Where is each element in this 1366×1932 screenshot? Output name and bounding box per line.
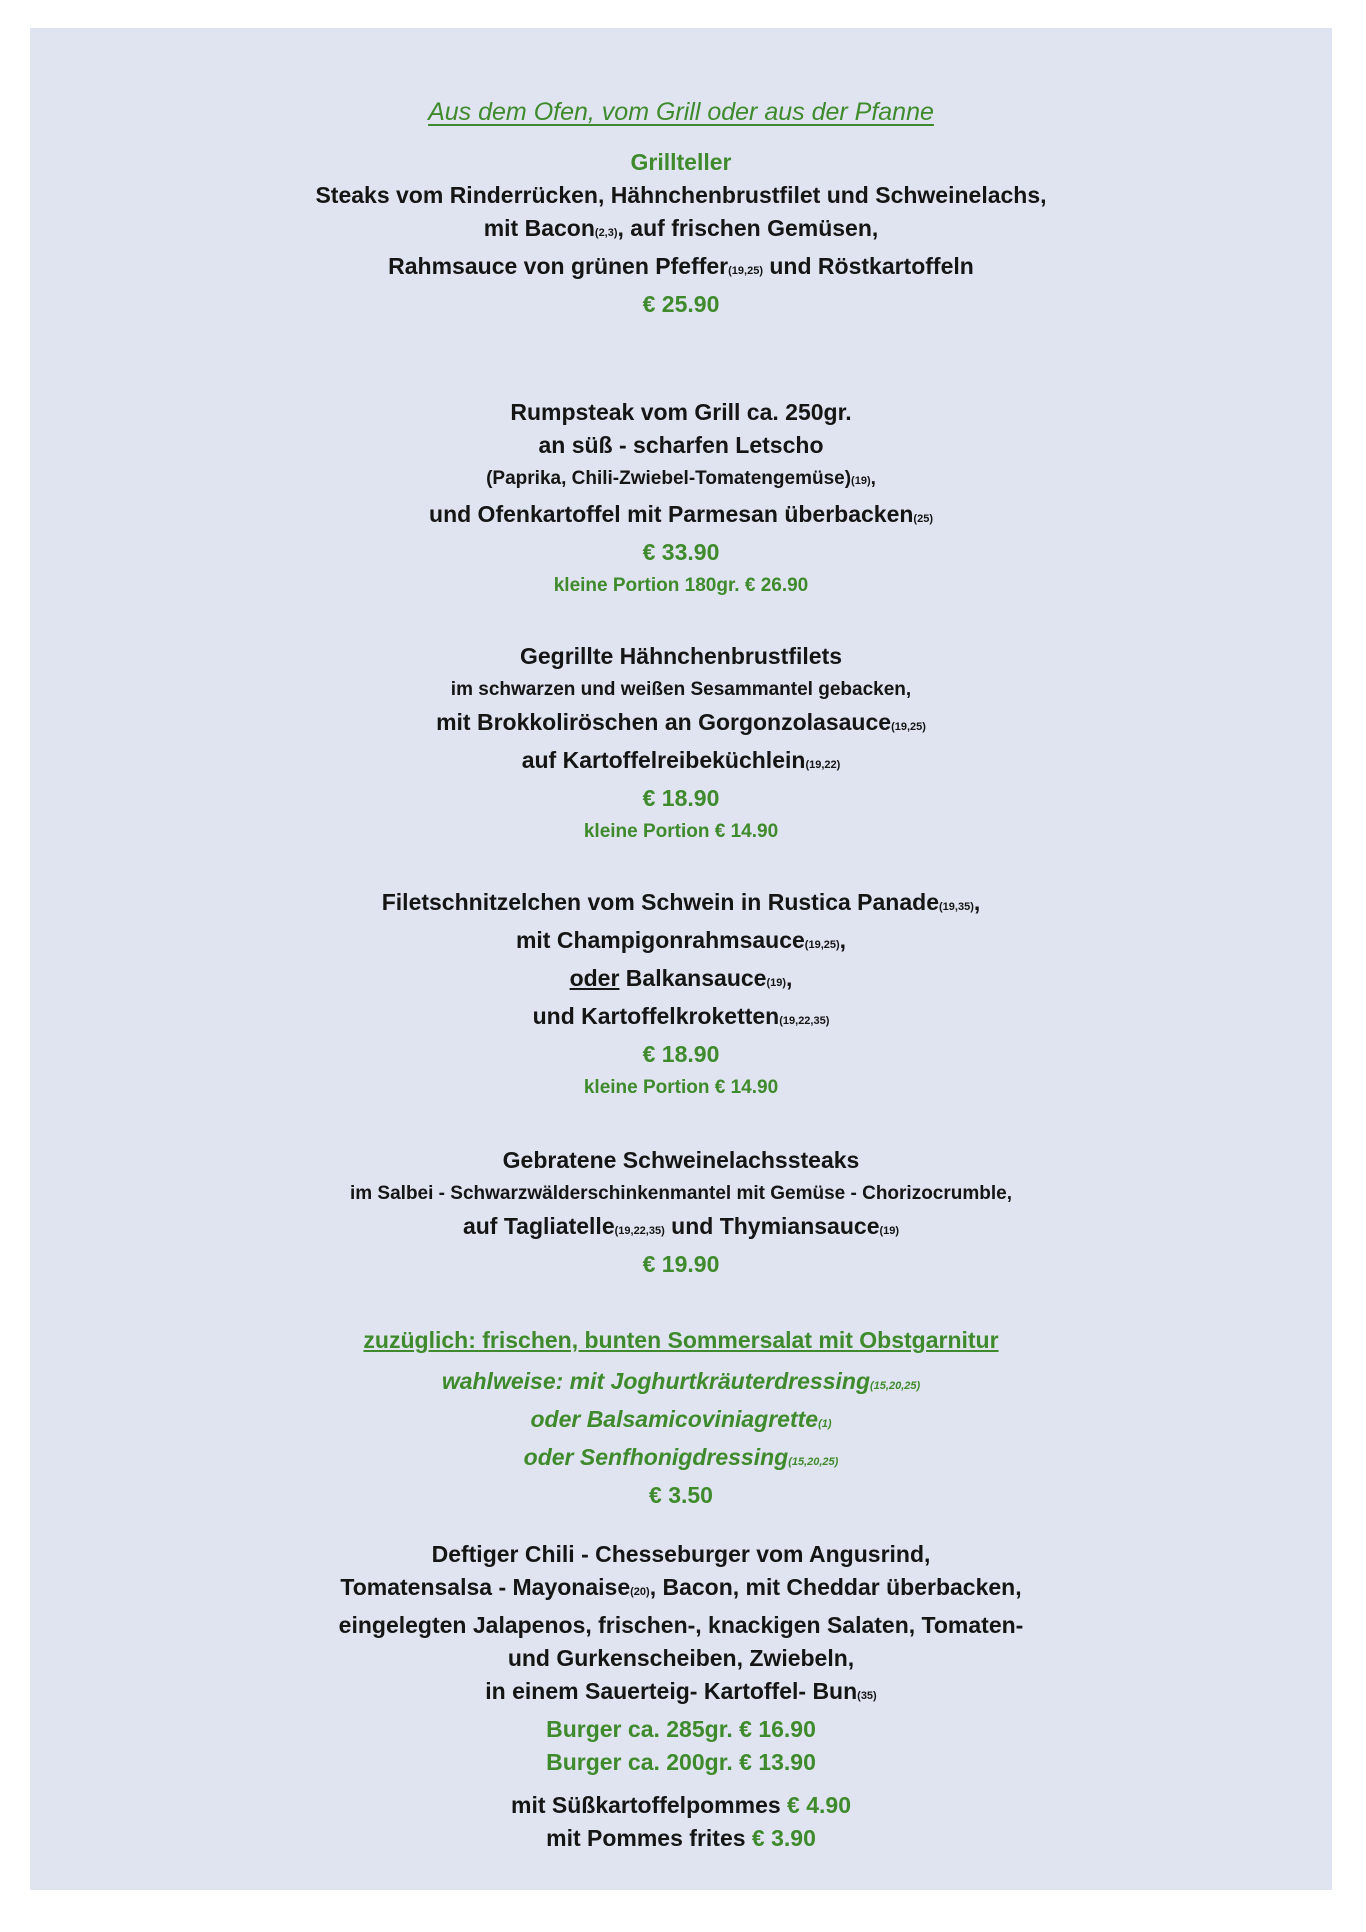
allergen-ref: (19,22,35) [779, 1015, 830, 1027]
salad-title: zuzüglich: frischen, bunten Sommersalat mit Obstgarnitur [363, 1327, 999, 1353]
dish-line: Steaks vom Rinderrücken, Hähnchenbrustfilet und Schweinelachs, [315, 182, 1047, 208]
side-salad [30, 1324, 1332, 1512]
dish-title: Deftiger Chili - Chesseburger vom Angusrind, [431, 1541, 931, 1567]
allergen-ref: (2,3) [594, 227, 618, 239]
dish-price: € 19.90 [642, 1251, 720, 1277]
allergen-ref: (20) [630, 1586, 650, 1598]
allergen-ref: (25) [913, 513, 933, 525]
allergen-ref: (15,20,25) [870, 1380, 921, 1392]
allergen-ref: (19,25) [728, 265, 763, 277]
dish-line: im Salbei - Schwarzwälderschinkenmantel mit Gemüse - Chorizocrumble, [349, 1183, 1012, 1204]
dish-line: auf Kartoffelreibeküchlein(19,22) [521, 747, 841, 773]
burger-price-285: Burger ca. 285gr. € 16.90 [546, 1716, 816, 1742]
dish-haehnchen [30, 640, 1332, 848]
allergen-ref: (19,25) [804, 939, 840, 951]
allergen-ref: (19) [879, 1225, 900, 1237]
side-sweet-potato-fries: mit Süßkartoffelpommes € 4.90 [511, 1792, 851, 1818]
allergen-ref: (19,25) [891, 721, 926, 733]
dish-filetschnitzelchen [30, 886, 1332, 1104]
dish-line: auf Tagliatelle(19,22,35) und Thymiansauce(19) [462, 1213, 900, 1239]
dish-burger [30, 1538, 1332, 1855]
dish-line: an süß - scharfen Letscho [538, 432, 824, 458]
dish-small-price: kleine Portion € 14.90 [583, 821, 779, 842]
dish-small-price: kleine Portion € 14.90 [583, 1077, 779, 1098]
dish-line: und Ofenkartoffel mit Parmesan überbacken(25) [429, 501, 933, 527]
dish-line: mit Brokkoliröschen an Gorgonzolasauce(19,25) [436, 709, 926, 735]
allergen-ref: (19,35) [939, 901, 974, 913]
side-fries: mit Pommes frites € 3.90 [546, 1825, 816, 1851]
dish-title: Filetschnitzelchen vom Schwein in Rustica Panade(19,35), [381, 889, 981, 915]
dish-line: im schwarzen und weißen Sesammantel gebacken, [450, 679, 912, 700]
dish-line: Tomatensalsa - Mayonaise(20), Bacon, mit Cheddar überbacken, [340, 1574, 1022, 1600]
allergen-ref: (19) [766, 977, 787, 989]
dish-line: oder Balsamicoviniagrette(1) [530, 1406, 832, 1432]
dish-schweinelachs [30, 1144, 1332, 1281]
dish-line: wahlweise: mit Joghurtkräuterdressing(15,20,25) [441, 1368, 921, 1394]
dish-line: mit Champigonrahmsauce(19,25), [515, 927, 847, 953]
dish-price: € 3.50 [649, 1482, 713, 1508]
dish-price: € 33.90 [642, 539, 720, 565]
dish-title: Gebratene Schweinelachssteaks [502, 1147, 860, 1173]
allergen-ref: (15,20,25) [788, 1456, 839, 1468]
dish-price: € 25.90 [642, 291, 720, 317]
dish-line: oder Senfhonigdressing(15,20,25) [523, 1444, 839, 1470]
allergen-ref: (19,22) [805, 759, 841, 771]
dish-line: eingelegten Jalapenos, frischen-, knackigen Salaten, Tomaten- [338, 1612, 1024, 1638]
dish-line: oder Balkansauce(19), [569, 965, 793, 991]
dish-title: Gegrillte Hähnchenbrustfilets [519, 643, 843, 669]
dish-title: Grillteller [630, 149, 732, 175]
allergen-ref: (19) [851, 475, 871, 487]
dish-title: Rumpsteak vom Grill ca. 250gr. [510, 399, 852, 425]
dish-line: mit Bacon(2,3), auf frischen Gemüsen, [483, 215, 879, 241]
dish-grillteller [30, 146, 1332, 321]
burger-price-200: Burger ca. 200gr. € 13.90 [546, 1749, 816, 1775]
allergen-ref: (19,22,35) [614, 1225, 665, 1237]
dish-line: in einem Sauerteig- Kartoffel- Bun(35) [485, 1678, 877, 1704]
dish-line: und Kartoffelkroketten(19,22,35) [532, 1003, 830, 1029]
dish-price: € 18.90 [642, 785, 720, 811]
dish-small-price: kleine Portion 180gr. € 26.90 [553, 575, 809, 596]
allergen-ref: (1) [818, 1418, 832, 1430]
dish-price: € 18.90 [642, 1041, 720, 1067]
allergen-ref: (35) [857, 1690, 877, 1702]
dish-rumpsteak [30, 396, 1332, 602]
dish-line: und Gurkenscheiben, Zwiebeln, [507, 1645, 855, 1671]
section-heading: Aus dem Ofen, vom Grill oder aus der Pfanne [428, 98, 934, 126]
dish-line: Rahmsauce von grünen Pfeffer(19,25) und Röstkartoffeln [388, 253, 974, 279]
menu-page [30, 28, 1332, 1890]
dish-line: (Paprika, Chili-Zwiebel-Tomatengemüse)(19), [486, 468, 876, 489]
